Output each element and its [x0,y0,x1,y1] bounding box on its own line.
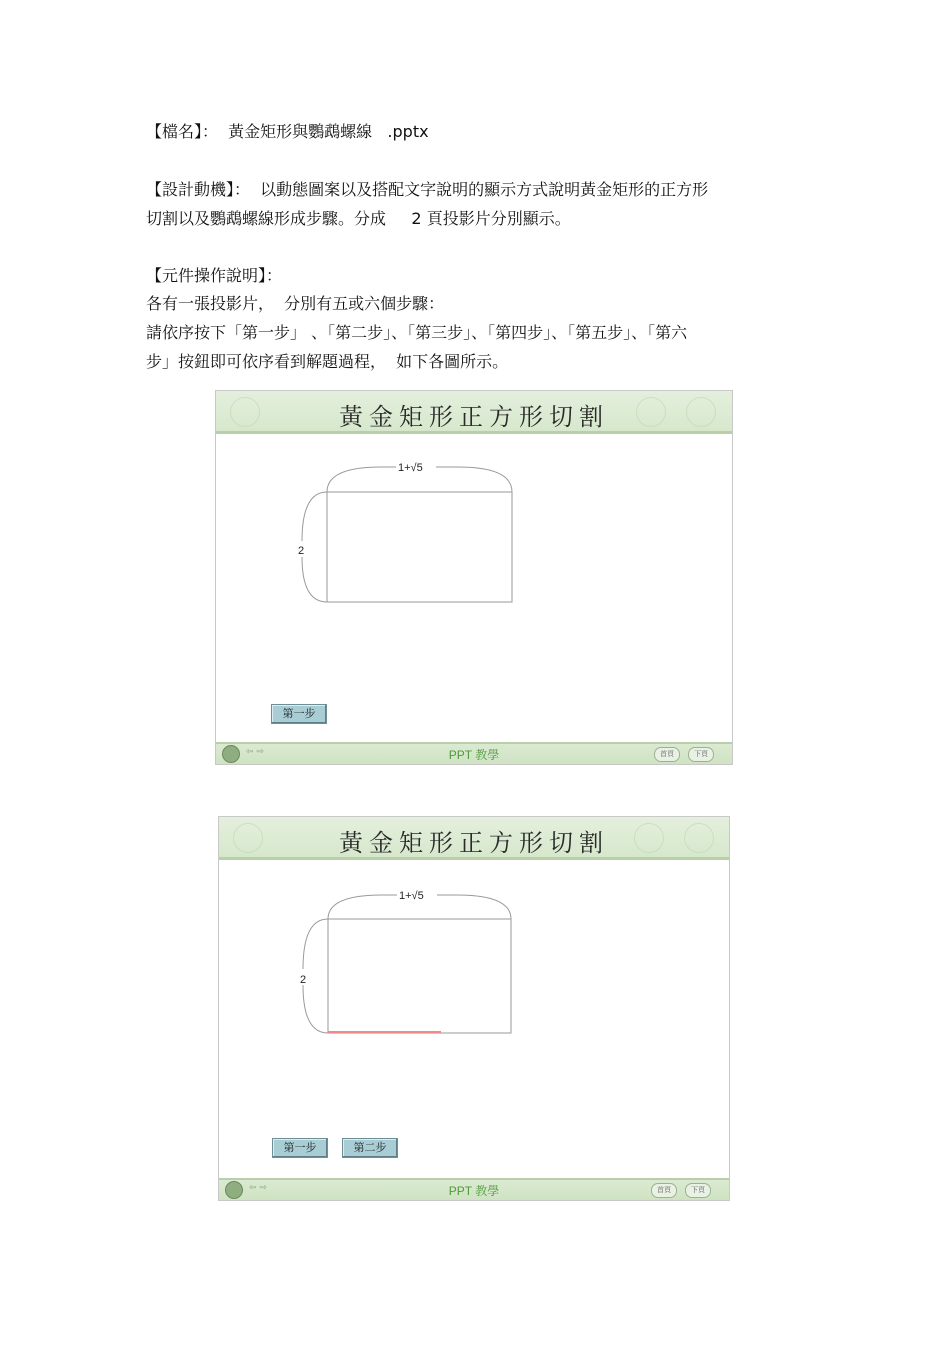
height-brace-top [303,919,328,969]
width-label: 1+√5 [398,462,423,474]
slide-footer [219,1178,729,1200]
step-1-button[interactable]: 第一步 [272,1138,328,1158]
height-brace-bottom [303,985,328,1033]
step-2-button[interactable]: 第二步 [342,1138,398,1158]
operation-line-2: 請依序按下「第一步」 、「第二步」、「第三步」、「第四步」、「第五步」、「第六 [146,323,688,342]
slide-screenshot-1 [215,390,733,765]
height-label: 2 [300,974,307,986]
slide-footer [216,742,732,764]
golden-rectangle [328,919,511,1033]
next-page-button[interactable]: 下頁 [685,1183,711,1198]
nav-arrows-icon[interactable]: ⇦ ⇨ [249,1183,267,1193]
height-brace-bottom [302,557,327,602]
footer-text: PPT 教學 [448,748,500,762]
filename-line: 【檔名】： 黃金矩形與鸚鵡螺線 .pptx [146,122,429,141]
golden-rectangle [327,492,512,602]
operation-line-1: 各有一張投影片， 分別有五或六個步驟： [146,294,445,313]
width-label: 1+√5 [399,890,424,902]
height-label: 2 [298,545,305,557]
nav-arrows-icon[interactable]: ⇦ ⇨ [246,747,264,757]
operation-line-3: 步」按鈕即可依序看到解題過程， 如下各圖所示。 [146,352,509,371]
slide-screenshot-2 [218,816,730,1201]
home-button[interactable]: 首頁 [651,1183,677,1198]
height-brace-top [302,492,327,541]
width-brace-left [327,467,396,492]
motivation-line-2: 切割以及鸚鵡螺線形成步驟。分成 2 頁投影片分別顯示。 [146,209,571,228]
next-page-button[interactable]: 下頁 [688,747,714,762]
home-button[interactable]: 首頁 [654,747,680,762]
motivation-line-1: 【設計動機】： 以動態圖案以及搭配文字說明的顯示方式說明黃金矩形的正方形 [146,180,709,199]
width-brace-left [328,895,397,919]
step-1-button[interactable]: 第一步 [271,704,327,724]
footer-text: PPT 教學 [448,1184,500,1198]
width-brace-right [437,895,511,919]
slide-title: 黃金矩形正方形切割 [339,829,609,857]
slide-title: 黃金矩形正方形切割 [339,403,609,431]
operation-heading: 【元件操作說明】： [146,266,283,285]
width-brace-right [436,467,512,492]
